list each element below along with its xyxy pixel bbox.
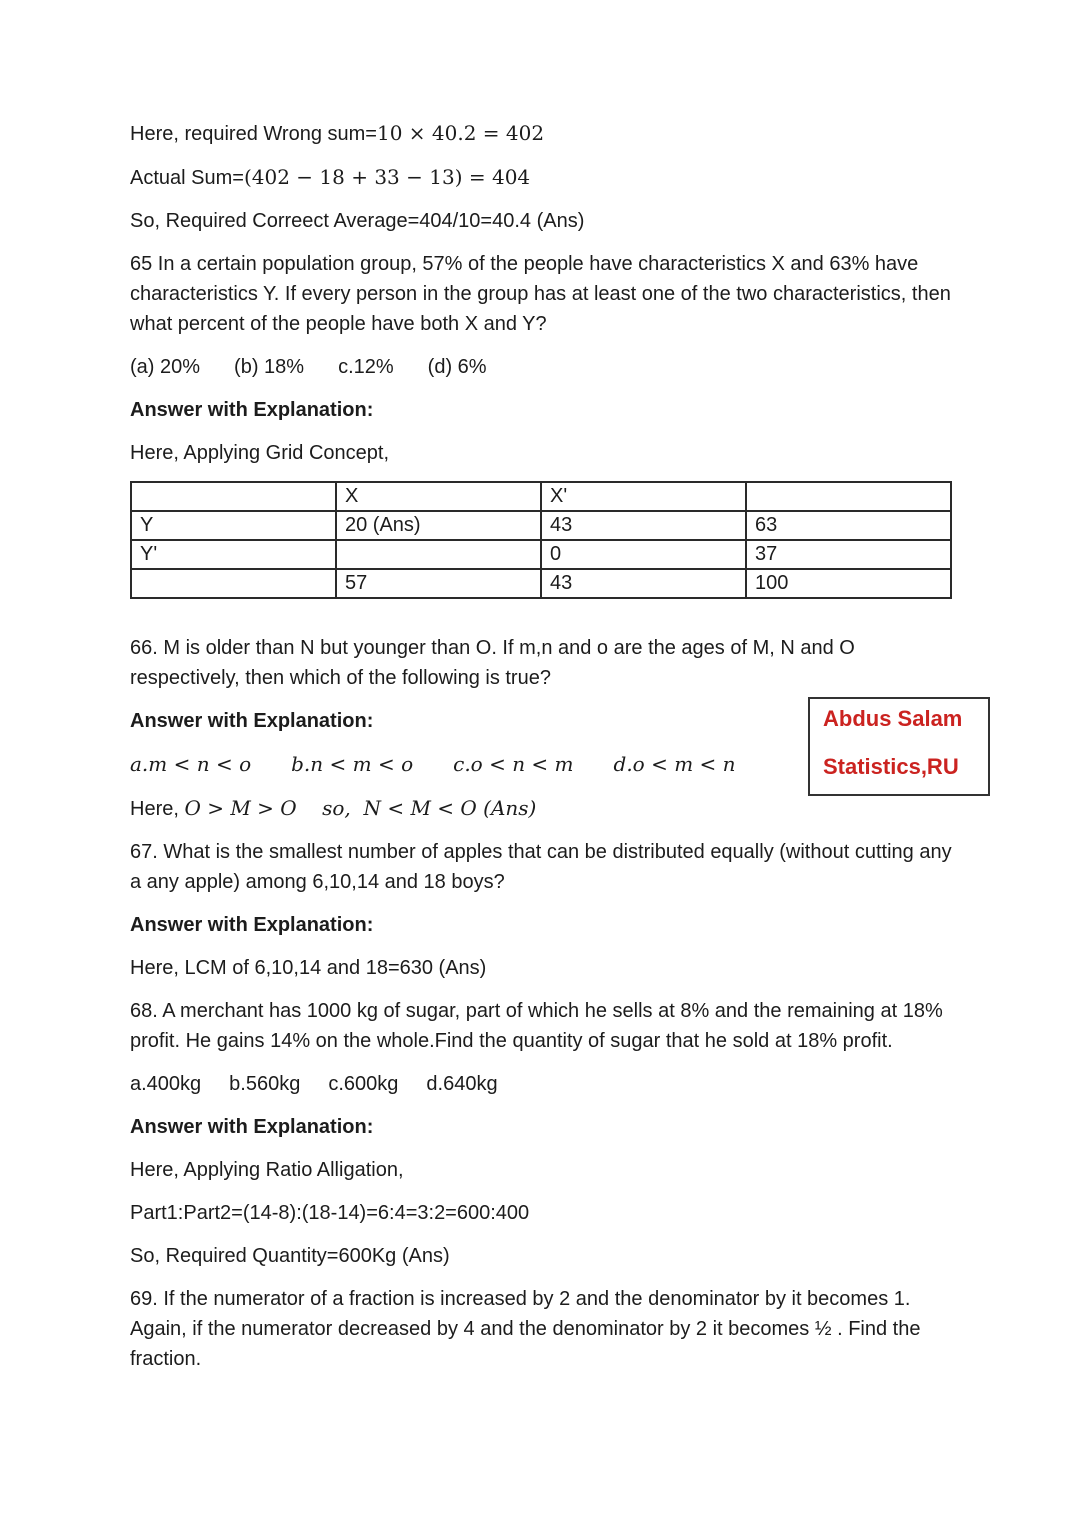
solution-68-step-3: So, Required Quantity=600Kg (Ans) xyxy=(130,1245,450,1267)
answer-heading-67: Answer with Explanation: xyxy=(130,914,374,936)
option-65-b: (b) 18% xyxy=(234,356,305,378)
option-68-c: c.600kg xyxy=(328,1073,399,1095)
option-68-b: b.560kg xyxy=(229,1073,301,1095)
option-68-a: a.400kg xyxy=(130,1073,202,1095)
option-65-c: c.12% xyxy=(338,356,394,378)
option-66-b: b.n < m < o xyxy=(291,752,414,776)
table-cell: 0 xyxy=(541,540,746,569)
table-row xyxy=(131,511,951,540)
option-66-d: d.o < m < n xyxy=(613,752,736,776)
question-66: 66. M is older than N but younger than O. If m,n and o are the ages of M, N and O respectively, then which of the following is true? xyxy=(130,637,855,689)
solution-67: Here, LCM of 6,10,14 and 18=630 (Ans) xyxy=(130,957,487,979)
table-cell xyxy=(131,569,336,598)
intro-line-1 xyxy=(130,118,952,149)
table-cell: Y' xyxy=(131,540,336,569)
option-66-a: a.m < n < o xyxy=(130,752,252,776)
intro-line-2-text: Actual Sum= xyxy=(130,167,244,189)
grid-concept-table xyxy=(130,481,952,599)
table-row xyxy=(131,569,951,598)
watermark-name: Abdus Salam xyxy=(823,706,963,731)
table-cell xyxy=(336,540,541,569)
answer-heading-65: Answer with Explanation: xyxy=(130,399,374,421)
table-cell: 43 xyxy=(541,511,746,540)
solution-66-pre: Here, xyxy=(130,798,185,820)
table-cell: 63 xyxy=(746,511,951,540)
table-cell: Y xyxy=(131,511,336,540)
solution-66-math: O > M > O so, N < M < O (Ans) xyxy=(184,796,537,820)
table-cell xyxy=(746,482,951,511)
table-cell: 57 xyxy=(336,569,541,598)
table-cell: 100 xyxy=(746,569,951,598)
table-cell xyxy=(131,482,336,511)
solution-68-step-2: Part1:Part2=(14-8):(18-14)=6:4=3:2=600:400 xyxy=(130,1202,530,1224)
question-69: 69. If the numerator of a fraction is increased by 2 and the denominator by it becomes 1. Again, if the numerator decreased by 4 and the denominator by 2 it becomes ½ . Find the fraction. xyxy=(130,1288,921,1370)
grid-concept-lead: Here, Applying Grid Concept, xyxy=(130,442,390,464)
option-66-c: c.o < n < m xyxy=(453,752,574,776)
watermark-org: Statistics,RU xyxy=(823,754,959,779)
intro-line-2 xyxy=(130,162,952,193)
question-68: 68. A merchant has 1000 kg of sugar, part of which he sells at 8% and the remaining at 18% profit. He gains 14% on the whole.Find the quantity of sugar that he sold at 18% profit. xyxy=(130,1000,943,1052)
table-row xyxy=(131,482,951,511)
table-cell: 37 xyxy=(746,540,951,569)
answer-heading-68: Answer with Explanation: xyxy=(130,1116,374,1138)
intro-line-3: So, Required Correect Average=404/10=40.4 (Ans) xyxy=(130,210,585,232)
question-67: 67. What is the smallest number of apples that can be distributed equally (without cutting any a any apple) among 6,10,14 and 18 boys? xyxy=(130,841,952,893)
intro-line-2-math: (402 − 18 + 33 − 13) = 404 xyxy=(243,165,531,189)
question-65: 65 In a certain population group, 57% of the people have characteristics X and 63% have characteristics Y. If every person in the group has at least one of the two characteristics, then what percent of the people have both X and Y? xyxy=(130,253,951,335)
solution-68-step-1: Here, Applying Ratio Alligation, xyxy=(130,1159,404,1181)
solution-66 xyxy=(130,793,952,824)
option-65-a: (a) 20% xyxy=(130,356,201,378)
option-68-d: d.640kg xyxy=(426,1073,498,1095)
option-65-d: (d) 6% xyxy=(427,356,487,378)
intro-line-1-math: 10 × 40.2 = 402 xyxy=(376,121,545,145)
watermark-badge xyxy=(808,697,990,796)
question-68-options xyxy=(130,1069,952,1099)
table-cell: X' xyxy=(541,482,746,511)
table-cell: 20 (Ans) xyxy=(336,511,541,540)
table-row xyxy=(131,540,951,569)
question-65-options xyxy=(130,352,952,382)
intro-line-1-text: Here, required Wrong sum= xyxy=(130,123,377,145)
table-cell: X xyxy=(336,482,541,511)
answer-heading-66: Answer with Explanation: xyxy=(130,710,374,732)
table-cell: 43 xyxy=(541,569,746,598)
